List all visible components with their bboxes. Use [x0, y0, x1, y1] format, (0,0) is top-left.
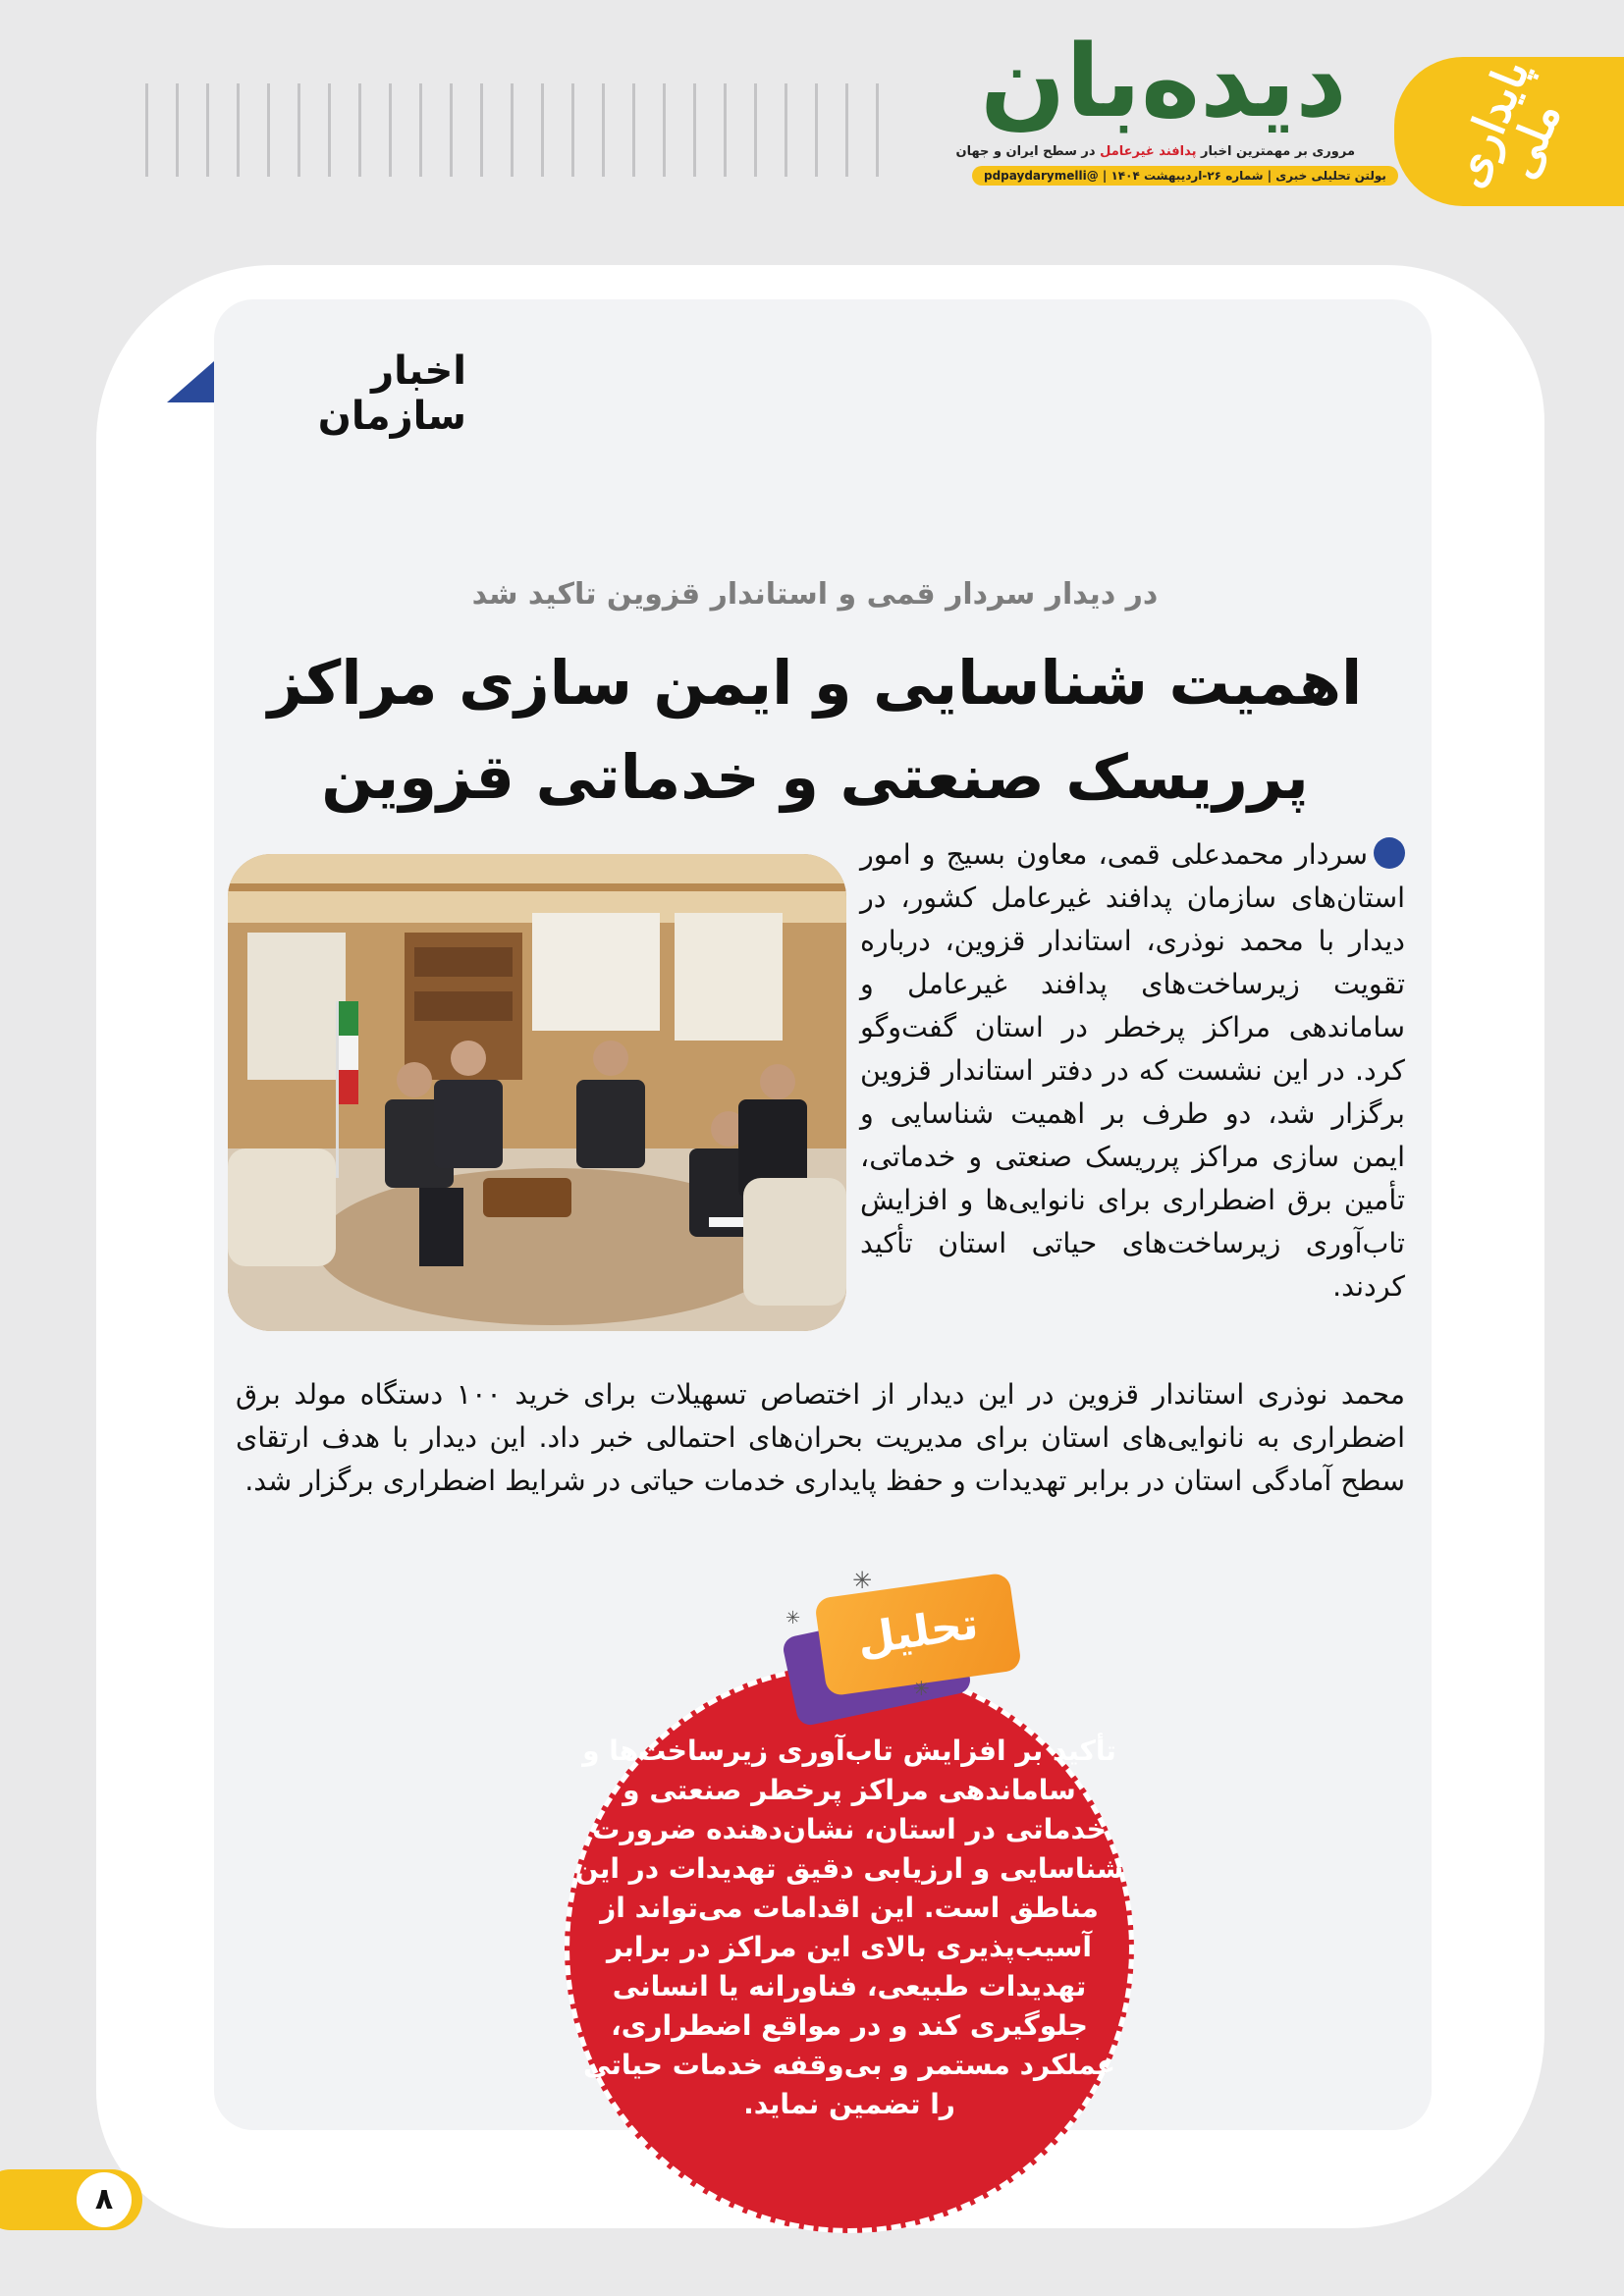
masthead-title: دیده‌بان	[980, 24, 1347, 140]
decorative-stripes	[118, 83, 903, 177]
article-kicker: در دیدار سردار قمی و استاندار قزوین تاکید شد	[471, 577, 1159, 612]
section-marker-icon	[167, 361, 214, 402]
article-headline: اهمیت شناسایی و ایمن سازی مراکز پرریسک صنعتی و خدماتی قزوین	[267, 647, 1363, 813]
tagline-pre: مروری بر مهمترین اخبار	[1196, 144, 1355, 159]
paragraph-bullet-icon	[1374, 837, 1405, 869]
analysis-tag-label: تحلیل	[853, 1598, 982, 1666]
masthead-tagline	[955, 144, 1355, 159]
article-body-bottom: محمد نوذری استاندار قزوین در این دیدار از اختصاص تسهیلات برای خرید ۱۰۰ دستگاه مولد برق اضطراری به نانوایی‌های استان برای مدیریت بحران‌های احتمالی خبر داد. این دیدار با هدف ارتقای سطح آمادگی استان در برابر تهدیدات و حفظ پایداری خدمات حیاتی در شرایط اضطراری برگزار شد.	[236, 1378, 1405, 1497]
page-number: ۸	[77, 2172, 132, 2227]
article-body-top-text: سردار محمدعلی قمی، معاون بسیج و امور استان‌های سازمان پدافند غیرعامل کشور، در دیدار با محمد نوذری، استاندار قزوین، درباره تقویت زیرساخت‌های پدافند غیرعامل و ساماندهی مراکز پرخطر در استان گفت‌وگو کرد. در این نشست که در دفتر استاندار قزوین برگزار شد، دو طرف بر اهمیت شناسایی و ایمن سازی مراکز پرریسک صنعتی و خدماتی، تأمین برق اضطراری برای نانوایی‌ها و افزایش تاب‌آوری زیرساخت‌های حیاتی استان تأکید کردند.	[860, 838, 1405, 1303]
bulletin-info: بولتن تحلیلی خبری | شماره ۲۶-اردیبهشت ۱۴۰۴ | @pdpaydarymelli	[972, 166, 1398, 186]
tagline-highlight: پدافند غیرعامل	[1100, 144, 1197, 159]
meeting-photo	[228, 854, 846, 1331]
article-body-top	[860, 833, 1405, 1308]
masthead	[955, 24, 1386, 211]
analysis-text: تأکید بر افزایش تاب‌آوری زیرساخت‌ها و ساماندهی مراکز پرخطر صنعتی و خدماتی در استان، نشان‌دهنده ضرورت شناسایی و ارزیابی دقیق تهدیدات در این مناطق است. این اقدامات می‌تواند از آسیب‌پذیری بالای این مراکز در برابر تهدیدات طبیعی، فناورانه یا انسانی جلوگیری کند و در مواقع اضطراری، عملکرد مستمر و بی‌وقفه خدمات حیاتی را تضمین نماید.	[574, 1735, 1124, 2120]
tagline-post: در سطح ایران و جهان	[955, 144, 1101, 159]
sparkle-icon: ✳	[785, 1608, 801, 1629]
brand-logo-text: پایداری ملی	[1440, 51, 1572, 194]
section-label: اخبار سازمان	[317, 348, 466, 439]
sparkle-icon: ✳	[852, 1567, 873, 1594]
sparkle-icon: ✳	[913, 1677, 930, 1700]
